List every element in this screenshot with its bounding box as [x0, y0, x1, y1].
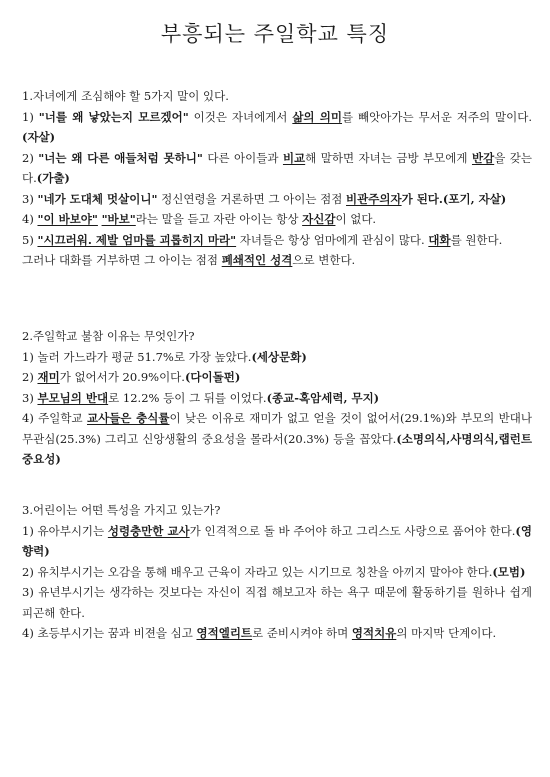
page-title: 부흥되는 주일학교 특징	[160, 22, 390, 46]
section-2-item-4: 4) 주일학교 교사들은 충식률이 낮은 이유로 재미가 없고 얻을 것이 없어서(29.1%)와 부모의 반대나 무관심(25.3%) 그리고 신앙생활의 중요성을 몰라서(20.3%) 등을 꼽았다.(소명의식,사명의식,랩런트 중요성)	[22, 411, 532, 466]
section-3-item-4: 4) 초등부시기는 꿈과 비젼을 심고 영적엘리트로 준비시켜야 하며 영적치유의 마지막 단계이다.	[22, 626, 497, 640]
section-1-heading: 1.자녀에게 조심해야 할 5가지 말이 있다.	[22, 89, 229, 103]
section-3-heading: 3.어린이는 어떤 특성을 가지고 있는가?	[22, 503, 221, 517]
section-2	[22, 326, 532, 470]
section-1-item-4: 4) "이 바보야" "바보"라는 말을 듣고 자란 아이는 항상 자신감이 없다.	[22, 212, 377, 226]
section-2-item-3: 3) 부모님의 반대로 12.2% 등이 그 뒤를 이었다.(종교-혹암세력, 무지)	[22, 390, 380, 405]
section-3-item-3: 3) 유년부시기는 생각하는 것보다는 자신이 직접 해보고자 하는 욕구 때문에 활동하기를 원하나 쉽게 피곤해 한다.	[22, 585, 532, 620]
section-2-heading: 2.주일학교 불참 이유는 무엇인가?	[22, 329, 195, 343]
section-2-item-2: 2) 재미가 없어서가 20.9%이다.(다이돌펀)	[22, 370, 241, 384]
section-1	[22, 86, 532, 271]
section-1-item-6: 그러나 대화를 거부하면 그 아이는 점점 폐쇄적인 성격으로 변한다.	[22, 253, 356, 267]
section-3-item-2: 2) 유치부시기는 오감을 통해 배우고 근육이 자라고 있는 시기므로 칭찬을 아끼지 말아야 한다.(모범)	[22, 564, 526, 579]
section-2-item-1: 1) 놀러 가느라가 평균 51.7%로 가장 높았다.(세상문화)	[22, 349, 307, 364]
section-1-item-2: 2) "너는 왜 다른 애들처럼 못하니" 다른 아이들과 비교해 말하면 자녀는 금방 부모에게 반감을 갖는다.(가출)	[22, 150, 532, 185]
section-3	[22, 500, 532, 644]
section-1-item-5: 5) "시끄러워. 제발 엄마를 괴롭히지 마라" 자녀들은 항상 엄마에게 관심이 많다. 대화를 원한다.	[22, 232, 503, 247]
section-3-item-1: 1) 유아부시기는 성령충만한 교사가 인격적으로 돌 바 주어야 하고 그리스도 사랑으로 품어야 한다.(영향력)	[22, 523, 532, 558]
section-1-item-3: 3) "네가 도대체 멋살이니" 정신연령을 거론하면 그 아이는 점점 비관주의자가 된다.(포기, 자살)	[22, 191, 507, 206]
section-1-item-1: 1) "너를 왜 낳았는지 모르겠어" 이것은 자녀에게서 삶의 의미를 빼앗아가는 무서운 저주의 말이다.(자살)	[22, 109, 532, 144]
